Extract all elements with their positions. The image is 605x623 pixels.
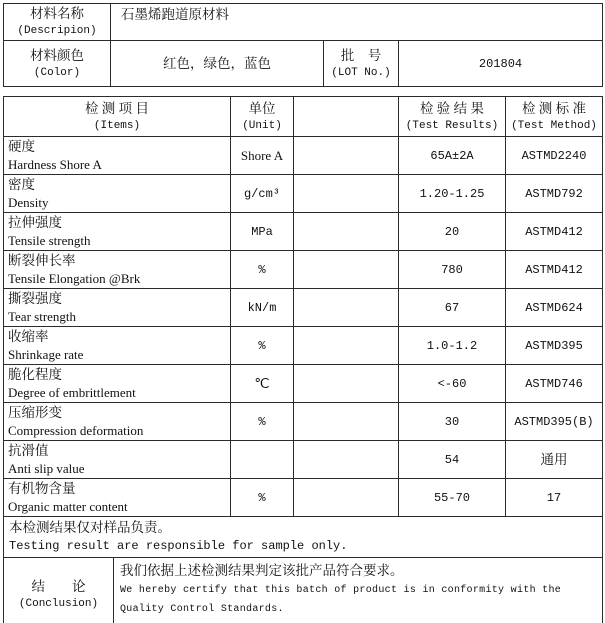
blank-cell <box>294 479 399 517</box>
unit-value <box>231 441 294 479</box>
lot-label-cell <box>324 41 399 87</box>
conclusion-row <box>4 558 603 623</box>
blank-cell <box>294 365 399 403</box>
disclaimer-cell <box>4 517 603 558</box>
item-name-zh: 拉伸强度 <box>8 215 62 230</box>
test-row-anti-slip <box>4 441 603 479</box>
header-items-zh: 检 测 项 目 <box>84 100 150 116</box>
unit-value: ℃ <box>231 365 294 403</box>
item-name-zh: 收缩率 <box>8 329 49 344</box>
lot-value: 201804 <box>399 41 603 87</box>
material-name-label-cell <box>4 4 111 41</box>
method-value: ASTMD792 <box>506 175 603 213</box>
test-row-hardness <box>4 137 603 175</box>
item-name-en: Tensile strength <box>8 233 91 248</box>
item-cell <box>4 365 231 403</box>
blank-cell <box>294 441 399 479</box>
header-method-en: (Test Method) <box>511 119 597 132</box>
header-results-zh: 检 验 结 果 <box>419 100 485 116</box>
item-name-en: Tear strength <box>8 309 77 324</box>
unit-value: g/cm³ <box>231 175 294 213</box>
header-blank-cell <box>294 97 399 137</box>
result-value: 1.20-1.25 <box>399 175 506 213</box>
material-name-value-cell <box>111 4 603 41</box>
item-name-en: Anti slip value <box>8 461 85 476</box>
result-value: 780 <box>399 251 506 289</box>
material-info-table <box>3 3 603 87</box>
conclusion-text-zh: 我们依据上述检测结果判定该批产品符合要求。 <box>120 563 404 578</box>
lot-label-zh: 批 号 <box>340 47 382 63</box>
unit-value: MPa <box>231 213 294 251</box>
material-color-row <box>4 41 603 87</box>
lot-label-en: (LOT No.) <box>331 66 391 79</box>
method-value: ASTMD395(B) <box>506 403 603 441</box>
blank-cell <box>294 327 399 365</box>
result-value: 65A±2A <box>399 137 506 175</box>
test-row-organic-content <box>4 479 603 517</box>
conclusion-label-cell <box>4 558 114 623</box>
material-name-label-zh: 材料名称 <box>30 6 84 21</box>
unit-value: % <box>231 251 294 289</box>
result-value: 54 <box>399 441 506 479</box>
item-name-en: Organic matter content <box>8 499 128 514</box>
conclusion-table <box>3 557 603 623</box>
item-name-zh: 抗滑值 <box>8 443 49 458</box>
blank-cell <box>294 289 399 327</box>
item-name-zh: 密度 <box>8 177 35 192</box>
method-value: ASTMD624 <box>506 289 603 327</box>
item-name-zh: 断裂伸长率 <box>8 253 76 268</box>
item-name-en: Degree of embrittlement <box>8 385 136 400</box>
blank-cell <box>294 213 399 251</box>
table-header-row <box>4 97 603 137</box>
header-results-en: (Test Results) <box>405 119 499 132</box>
conclusion-text-cell <box>114 558 603 623</box>
blank-cell <box>294 403 399 441</box>
method-value: ASTMD746 <box>506 365 603 403</box>
result-value: 67 <box>399 289 506 327</box>
item-cell <box>4 289 231 327</box>
blank-cell <box>294 137 399 175</box>
test-row-compression <box>4 403 603 441</box>
material-color-value: 红色，绿色，蓝色 <box>163 55 271 71</box>
test-results-table <box>3 96 603 558</box>
method-value: 17 <box>506 479 603 517</box>
item-name-en: Density <box>8 195 49 210</box>
material-name-row <box>4 4 603 41</box>
header-unit-cell <box>231 97 294 137</box>
conclusion-label-zh: 结 论 <box>31 579 86 594</box>
material-color-label-en: (Color) <box>33 66 81 79</box>
item-name-en: Compression deformation <box>8 423 144 438</box>
test-row-density <box>4 175 603 213</box>
item-name-zh: 有机物含量 <box>8 481 76 496</box>
material-color-label-cell <box>4 41 111 87</box>
unit-value: Shore A <box>231 137 294 175</box>
item-name-zh: 压缩形变 <box>8 405 62 420</box>
header-items-en: (Items) <box>93 119 141 132</box>
item-name-en: Hardness Shore A <box>8 157 102 172</box>
unit-value: kN/m <box>231 289 294 327</box>
material-color-label-zh: 材料颜色 <box>30 47 84 63</box>
blank-cell <box>294 175 399 213</box>
item-name-zh: 硬度 <box>8 139 35 154</box>
unit-value: % <box>231 403 294 441</box>
disclaimer-row <box>4 517 603 558</box>
unit-value: % <box>231 479 294 517</box>
method-value: 通用 <box>506 441 603 479</box>
disclaimer-en: Testing result are responsible for sample only. <box>9 539 348 553</box>
unit-value: % <box>231 327 294 365</box>
test-row-tensile-strength <box>4 213 603 251</box>
item-cell <box>4 479 231 517</box>
blank-cell <box>294 251 399 289</box>
test-row-elongation <box>4 251 603 289</box>
item-name-en: Shrinkage rate <box>8 347 84 362</box>
result-value: <-60 <box>399 365 506 403</box>
item-cell <box>4 213 231 251</box>
conclusion-label-en: (Conclusion) <box>18 598 99 610</box>
test-row-embrittlement <box>4 365 603 403</box>
material-name-value: 石墨烯跑道原材料 <box>121 7 229 22</box>
result-value: 55-70 <box>399 479 506 517</box>
method-value: ASTMD2240 <box>506 137 603 175</box>
header-results-cell <box>399 97 506 137</box>
header-unit-zh: 单位 <box>248 100 276 116</box>
item-name-zh: 脆化程度 <box>8 367 62 382</box>
item-name-zh: 撕裂强度 <box>8 291 62 306</box>
item-cell <box>4 175 231 213</box>
header-unit-en: (Unit) <box>242 119 282 132</box>
result-value: 30 <box>399 403 506 441</box>
disclaimer-zh: 本检测结果仅对样品负责。 <box>9 520 171 535</box>
item-cell <box>4 137 231 175</box>
test-row-shrinkage <box>4 327 603 365</box>
method-value: ASTMD412 <box>506 251 603 289</box>
header-method-cell <box>506 97 603 137</box>
result-value: 20 <box>399 213 506 251</box>
item-name-en: Tensile Elongation @Brk <box>8 271 141 286</box>
method-value: ASTMD412 <box>506 213 603 251</box>
header-items-cell <box>4 97 231 137</box>
conclusion-text-en: We hereby certify that this batch of product is in conformity with the Quality Control Standards. <box>120 585 562 615</box>
item-cell <box>4 441 231 479</box>
test-row-tear-strength <box>4 289 603 327</box>
material-color-value-cell <box>111 41 324 87</box>
method-value: ASTMD395 <box>506 327 603 365</box>
item-cell <box>4 251 231 289</box>
result-value: 1.0-1.2 <box>399 327 506 365</box>
item-cell <box>4 327 231 365</box>
header-method-zh: 检 测 标 准 <box>521 100 587 116</box>
item-cell <box>4 403 231 441</box>
material-name-label-en: (Descripion) <box>17 25 97 37</box>
